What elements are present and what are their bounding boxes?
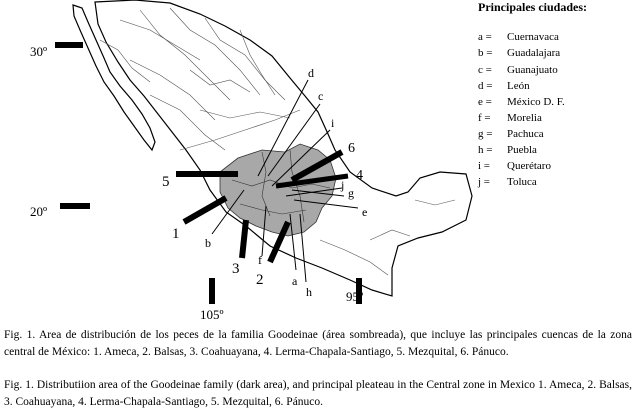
legend-key: g = [478, 128, 493, 140]
legend-key: i = [478, 160, 491, 172]
legend-key: h = [478, 144, 493, 156]
city-d-label: d [308, 66, 314, 80]
legend-item [478, 96, 565, 108]
city-i-label: i [331, 116, 335, 130]
legend-item [478, 112, 542, 124]
lat-30-bar [55, 42, 83, 48]
legend-item [478, 128, 544, 140]
legend-item [478, 80, 530, 92]
legend-item [478, 47, 560, 59]
basin-4-label: 4 [356, 168, 363, 183]
legend-city: Guadalajara [507, 47, 561, 59]
legend-item [478, 144, 537, 156]
basin-2-label: 2 [256, 272, 264, 288]
lon-105-bar [209, 278, 215, 304]
city-a-label: a [292, 274, 298, 288]
city-c-label: c [318, 89, 324, 103]
legend-item [478, 160, 551, 172]
lon-105-label: 105º [200, 307, 224, 322]
legend-item [478, 176, 537, 188]
legend-city: Toluca [507, 176, 537, 188]
legend-city: Guanajuato [507, 64, 558, 76]
basin-3-pointer [242, 220, 246, 258]
legend-item [478, 64, 558, 76]
lon-95-label: 95º [346, 289, 364, 304]
basin-1-pointer [184, 198, 226, 222]
city-b-label: b [205, 236, 211, 250]
caption-spanish: Fig. 1. Area de distribución de los peces de la familia Goodeinae (área sombreada), que incluye las principales cuencas de la zona central de México: 1. Ameca, 2. Balsas, 3. Coahuayana, 4. Lerma-Chapala-Santiago, 5. Mezquital, 6. Pánuco. [4, 329, 632, 358]
city-j-label: j [341, 178, 345, 192]
city-f-label: f [258, 253, 262, 267]
legend-city: Pachuca [507, 128, 544, 140]
city-legend [478, 0, 634, 200]
legend-city: México D. F. [507, 96, 565, 108]
basin-6-label: 6 [348, 141, 355, 156]
city-h-label: h [306, 285, 312, 299]
caption-english: Fig. 1. Distributiion area of the Goodeinae family (dark area), and principal pleateau in the Central zone in Mexico 1. Ameca, 2. Balsas, 3. Coahuayana, 4. Lerma-Chapala-Santiago, 5. Mezquital, 6. Pánuco. [4, 379, 632, 408]
legend-key: b = [478, 47, 493, 59]
legend-key: j = [478, 176, 491, 188]
legend-city: Cuernavaca [507, 31, 559, 43]
legend-city: Morelia [507, 112, 542, 124]
basin-1-label: 1 [172, 226, 180, 242]
legend-key: d = [478, 80, 493, 92]
legend-city: Puebla [507, 144, 537, 156]
city-e-label: e [362, 205, 368, 219]
legend-city: León [507, 80, 530, 92]
legend-city: Querétaro [507, 160, 551, 172]
lat-20-label: 20º [30, 204, 48, 219]
legend-key: f = [478, 112, 491, 124]
basin-5-label: 5 [162, 174, 170, 190]
legend-item [478, 31, 559, 43]
lat-20-bar [60, 203, 90, 209]
lat-30-label: 30º [30, 44, 48, 59]
legend-key: e = [478, 96, 492, 108]
legend-key: c = [478, 64, 492, 76]
legend-key: a = [478, 31, 492, 43]
legend-title: Principales ciudades: [478, 0, 588, 14]
basin-3-label: 3 [232, 261, 240, 277]
city-g-label: g [348, 186, 354, 200]
